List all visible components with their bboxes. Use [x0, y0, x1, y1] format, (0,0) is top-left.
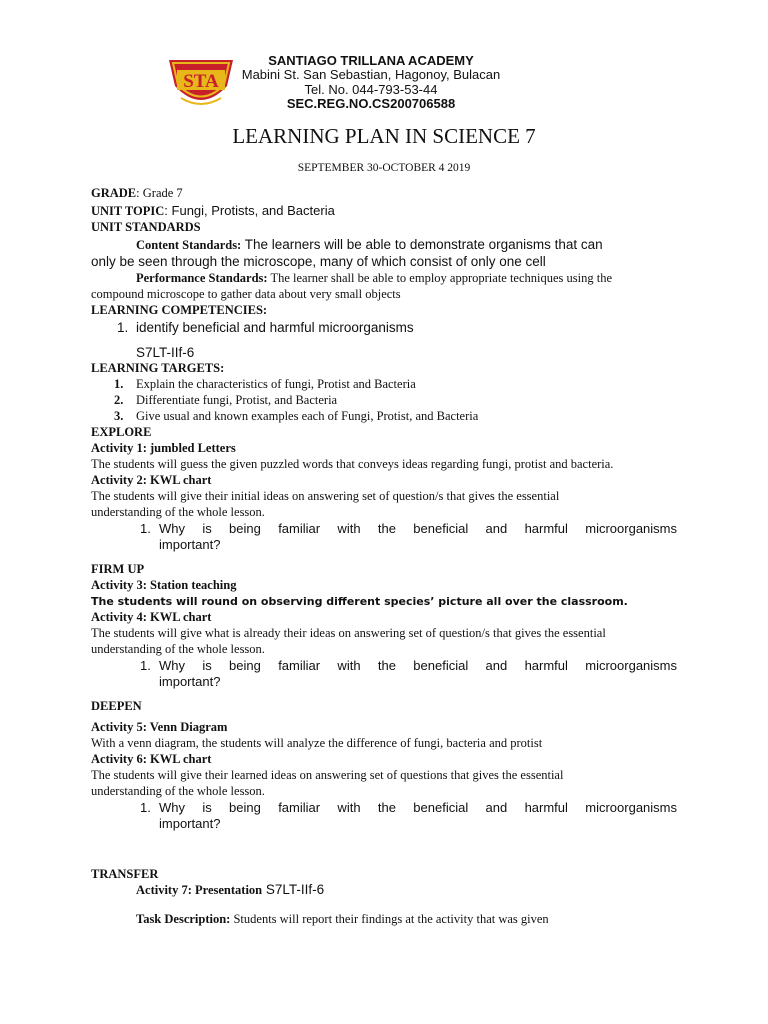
svg-text:STA: STA — [183, 71, 219, 92]
target-text: Differentiate fungi, Protist, and Bacteria — [136, 393, 338, 407]
content-standards-line1: Content Standards: The learners will be able to demonstrate organisms that can — [136, 237, 603, 252]
activity-2-text-line2: understanding of the whole lesson. — [91, 505, 265, 519]
activity-2-title: Activity 2: KWL chart — [91, 473, 212, 487]
performance-standards-line2: compound microscope to gather data about very small objects — [91, 287, 401, 301]
school-tel: Tel. No. 044-793-53-44 — [304, 82, 438, 97]
learning-competencies-heading: LEARNING COMPETENCIES: — [91, 303, 268, 317]
competency-text: identify beneficial and harmful microorganisms — [136, 320, 414, 335]
activity-4-text-line1: The students will give what is already their ideas on answering set of question/s that gives the essential — [91, 626, 606, 640]
activity-3-title: Activity 3: Station teaching — [91, 578, 237, 592]
activity-2-text-line1: The students will give their initial ideas on answering set of question/s that gives the essential — [91, 489, 560, 503]
performance-standards-line1: Performance Standards: The learner shall be able to employ appropriate techniques using the — [136, 271, 613, 285]
activity-1-title: Activity 1: jumbled Letters — [91, 441, 236, 455]
target-number: 3. — [114, 409, 124, 423]
activity-3-text: The students will round on observing different species’ picture all over the classroom. — [91, 595, 628, 608]
learning-targets-heading: LEARNING TARGETS: — [91, 361, 225, 375]
deepen-heading: DEEPEN — [91, 699, 142, 713]
unit-topic-line: UNIT TOPIC: Fungi, Protists, and Bacteria — [91, 203, 335, 218]
activity-4-text-line2: understanding of the whole lesson. — [91, 642, 265, 656]
explore-heading: EXPLORE — [91, 425, 152, 439]
activity-4-title: Activity 4: KWL chart — [91, 610, 212, 624]
target-text: Give usual and known examples each of Fungi, Protist, and Bacteria — [136, 409, 479, 423]
activity-6-text-line2: understanding of the whole lesson. — [91, 784, 265, 798]
activity-5-text: With a venn diagram, the students will analyze the difference of fungi, bacteria and protist — [91, 736, 543, 750]
content-standards-line2: only be seen through the microscope, many of which consist of only one cell — [91, 254, 546, 269]
activity-5-title: Activity 5: Venn Diagram — [91, 720, 228, 734]
school-name: SANTIAGO TRILLANA ACADEMY — [268, 53, 474, 68]
date-range: SEPTEMBER 30-OCTOBER 4 2019 — [297, 162, 471, 174]
competency-code: S7LT-IIf-6 — [136, 345, 195, 360]
school-logo-icon — [167, 56, 235, 112]
target-number: 1. — [114, 377, 124, 391]
task-description: Task Description: Students will report their findings at the activity that was given — [136, 912, 549, 926]
transfer-heading: TRANSFER — [91, 867, 159, 881]
activity-6-text-line1: The students will give their learned ideas on answering set of questions that gives the essential — [91, 768, 564, 782]
activity-1-text: The students will guess the given puzzled words that conveys ideas regarding fungi, protist and bacteria. — [91, 457, 614, 471]
school-address: Mabini St. San Sebastian, Hagonoy, Bulacan — [241, 67, 501, 82]
target-text: Explain the characteristics of fungi, Protist and Bacteria — [136, 377, 416, 391]
grade-line: GRADE: Grade 7 — [91, 186, 183, 200]
activity-7-title: Activity 7: Presentation S7LT-IIf-6 — [136, 882, 325, 897]
firm-up-heading: FIRM UP — [91, 562, 145, 576]
target-number: 2. — [114, 393, 124, 407]
page-title: LEARNING PLAN IN SCIENCE 7 — [232, 124, 536, 148]
document-page: STA SANTIAGO TRILLANA ACADEMY Mabini St. San Sebastian, Hagonoy, Bulacan Tel. No. 044-793-53-44 SEC.REG.NO.CS200706588 LEARNING PLAN IN SCIENCE 7 SEPTEMBER 30-OCTOBER 4 2019 GRADE: Grade 7 UNIT TOPIC: Fungi, Protists, and Bacteria UNIT STANDARDS Content Standards: The learners will be able to demonstrate organisms that can only be seen through the microscope, many of which consist of only one cell Performance Standards: The learner shall be able to employ appropriate techniques using the compound microscope to gather data about very small objects LEARNING COMPETENCIES: 1. identify beneficial and harmful microorganisms S7LT-IIf-6 LEARNING TARGETS: 1. Explain the characteristics of fungi, Protist and Bacteria 2. Differentiate fungi, Protist, and Bacteria 3. Give usual and known examples each of Fungi, Protist, and Bacteria EXPLORE Activity 1: jumbled Letters The students will guess the given puzzled words that conveys ideas regarding fungi, protist and bacteria. Activity 2: KWL chart The students will give their initial ideas on answering set of question/s that gives the essential understanding of the whole lesson. 1. Why is being familiar with the beneficial and harmful microorganisms important? FIRM UP Activity 3: Station teaching The students will round on observing different species’ picture all over the classroom. Activity 4: KWL chart The students will give what is already their ideas on answering set of question/s that gives the essential understanding of the whole lesson. 1. Why is being familiar with the beneficial and harmful microorganisms important? DEEPEN Activity 5: Venn Diagram With a venn diagram, the students will analyze the difference of fungi, bacteria and protist Activity 6: KWL chart The students will give their learned ideas on answering set of questions that gives the essential understanding of the whole lesson. 1. Why is being familiar with the beneficial and harmful microorganisms important? TRANSFER Activity 7: Presentation S7LT-IIf-6 Task Description: Students will report their findings at the activity that was given — [0, 0, 768, 1024]
activity-6-title: Activity 6: KWL chart — [91, 752, 212, 766]
unit-standards-heading: UNIT STANDARDS — [91, 220, 201, 234]
sec-reg-number: SEC.REG.NO.CS200706588 — [286, 96, 456, 111]
competency-number: 1. — [117, 320, 129, 335]
